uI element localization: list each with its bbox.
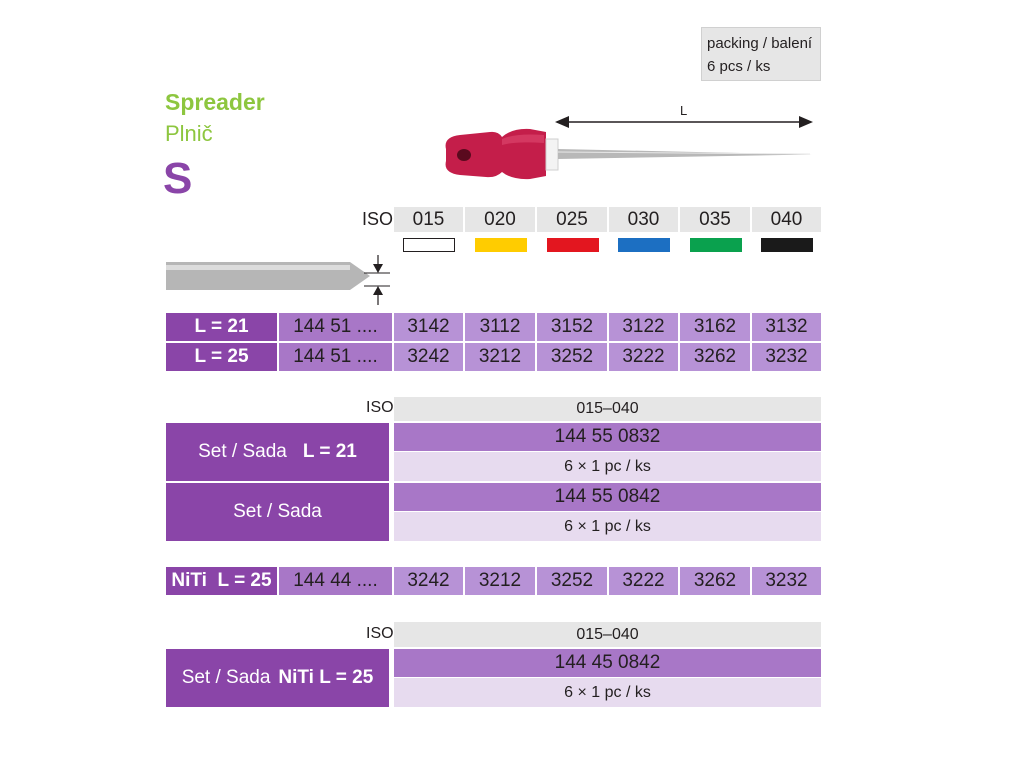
row-l25-code-030: 3222: [609, 343, 678, 371]
set2-code: 144 45 0842: [394, 649, 821, 677]
color-swatch-020: [475, 238, 527, 252]
row-niti-code-030: 3222: [609, 567, 678, 595]
iso-size-040: 040: [752, 207, 821, 232]
row-l25-label: L = 25: [166, 343, 277, 371]
set2-label: [166, 649, 389, 707]
product-letter: S: [163, 154, 193, 203]
set1-a-label: [166, 423, 389, 481]
row-l25-prefix: 144 51 ....: [279, 343, 392, 371]
set1-a-label-bold: L = 21: [302, 441, 357, 462]
set1-b-label-text: Set / Sada: [233, 501, 322, 522]
packing-line-2: 6 pcs / ks: [707, 58, 771, 75]
row-l21-code-020: 3112: [465, 313, 535, 341]
color-swatch-025: [547, 238, 599, 252]
set2-qty: 6 × 1 pc / ks: [394, 678, 821, 707]
row-l21-code-035: 3162: [680, 313, 750, 341]
row-l21-prefix: 144 51 ....: [279, 313, 392, 341]
product-title-cz: Plnič: [165, 121, 213, 146]
color-swatch-035: [690, 238, 742, 252]
set2-label-bold: NiTi L = 25: [278, 667, 374, 688]
row-l21-code-030: 3122: [609, 313, 678, 341]
spreader-instrument-illustration: [440, 95, 825, 190]
row-niti-prefix: 144 44 ....: [279, 567, 392, 595]
iso-size-030: 030: [609, 207, 678, 232]
row-niti-label: NiTi L = 25: [166, 567, 277, 595]
color-swatch-030: [618, 238, 670, 252]
row-niti-code-035: 3262: [680, 567, 750, 595]
set1-a-qty: 6 × 1 pc / ks: [394, 452, 821, 481]
set2-label-text: Set / Sada: [181, 667, 271, 688]
row-l21-label: L = 21: [166, 313, 277, 341]
iso-label: ISO: [362, 209, 394, 229]
packing-line-1: packing / balení: [707, 35, 813, 52]
row-l21-code-015: 3142: [394, 313, 463, 341]
row-niti-code-015: 3242: [394, 567, 463, 595]
row-l25-code-020: 3212: [465, 343, 535, 371]
product-title-en: Spreader: [165, 89, 265, 115]
set1-a-label-text: Set / Sada: [198, 441, 287, 462]
set2-iso-range: 015–040: [394, 622, 821, 647]
set1-b-qty: 6 × 1 pc / ks: [394, 512, 821, 541]
set1-b-label: [166, 483, 389, 541]
iso-size-020: 020: [465, 207, 535, 232]
row-niti-code-025: 3252: [537, 567, 607, 595]
iso-size-025: 025: [537, 207, 607, 232]
iso-size-035: 035: [680, 207, 750, 232]
set1-iso-range: 015–040: [394, 397, 821, 421]
row-l25-code-025: 3252: [537, 343, 607, 371]
color-swatch-015: [403, 238, 455, 252]
set1-iso-label: ISO: [366, 399, 394, 416]
row-l21-code-025: 3152: [537, 313, 607, 341]
row-niti-code-040: 3232: [752, 567, 821, 595]
length-label: L: [680, 103, 688, 118]
set1-a-code: 144 55 0832: [394, 423, 821, 451]
row-l25-code-015: 3242: [394, 343, 463, 371]
set1-b-code: 144 55 0842: [394, 483, 821, 511]
packing-box: [701, 27, 821, 81]
set2-iso-label: ISO: [366, 625, 394, 642]
row-l25-code-040: 3232: [752, 343, 821, 371]
tip-illustration: [160, 255, 392, 305]
row-l21-code-040: 3132: [752, 313, 821, 341]
row-niti-code-020: 3212: [465, 567, 535, 595]
row-l25-code-035: 3262: [680, 343, 750, 371]
iso-size-015: 015: [394, 207, 463, 232]
color-swatch-040: [761, 238, 813, 252]
